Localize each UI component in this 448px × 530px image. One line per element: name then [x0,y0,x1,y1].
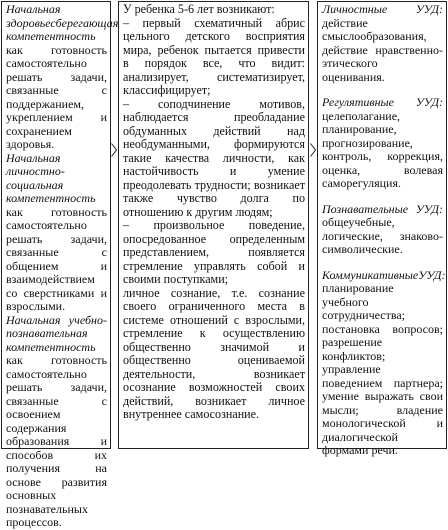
regulative-uud-text: целеполагание, планирование, прогнозирование, контроль, коррекция, оценка, волевая саморегуляция. [322,108,443,190]
communicative-uud-text: планирование учебного сотрудничества; постановка вопросов; разрешение конфликтов; управление поведением партнера; умение выражать свои мысли; владение монологической и диалогической формами речи. [322,281,443,457]
cognitive-competence-text: как готовность самостоятельно решать задачи, связанные с освоением содержания образования и способов их получения на основе развития основных познавательных процессов. [6,353,107,529]
age-intro: У ребенка 5-6 лет возникают: [123,2,275,16]
age-feature-behavior: – произвольное поведение, опосредованное определенным представлением, появляется стремление управлять собой и своими поступками; [123,218,305,286]
communicative-uud [322,267,446,458]
personal-uud-text: действие смыслообразования, действие нравственно-этического оценивания. [322,15,443,84]
health-competence-text: как готовность самостоятельно решать задачи, связанные с поддержанием, укреплением и сохранением здоровья. [6,42,107,151]
cognitive-uud-title: Познавательные УУД: [322,201,443,216]
health-competence [6,2,119,152]
social-competence-text: как готовность самостоятельно решать задачи, связанные с общением и взаимодействием со сверстниками и взрослыми. [6,204,107,313]
middle-column [118,1,309,449]
arrow-right-icon [310,143,316,157]
communicative-uud-title: КоммуникативныеУУД: [322,267,446,282]
social-competence [6,152,107,314]
right-column [317,1,447,457]
personal-uud [322,3,443,84]
cognitive-uud-text: общеучебные, логические, знаково-символические. [322,215,443,256]
arrow-right-icon [111,143,117,157]
regulative-uud-title: Регулятивные УУД: [322,95,443,109]
age-feature-consciousness: личное сознание, т.е. сознание своего ограниченного места в системе отношений с взрослыми, стремление к осуществлению общественно значимой и общественно оцениваемой деятельности, возникает осознание возможностей своих действий, возникает личное внутреннее самосознание. [123,285,305,421]
cognitive-competence [6,314,107,530]
regulative-uud [322,96,443,191]
cognitive-uud [322,203,443,257]
health-competence-title: Начальная здоровьесберегающая компетентность [6,2,119,43]
left-column [1,1,119,529]
personal-uud-title: Личностные УУД: [322,2,443,16]
age-feature-perception: – первый схематичный абрис цельного детского восприятия мира, ребенок пытается привести в порядок все, что видит: анализирует, систематизирует, классифицирует; [123,15,305,97]
age-feature-motives: – соподчинение мотивов, наблюдается преобладание обдуманных действий над необдуманными, формируются такие качества личности, как настойчивость и умение преодолевать трудности; возникает также чувство долга по отношению к другим людям; [123,96,305,219]
cognitive-competence-title: Начальная учебно-познавательная компетентность [6,312,107,354]
social-competence-title: Начальная личностно-социальная компетентность [6,150,96,205]
